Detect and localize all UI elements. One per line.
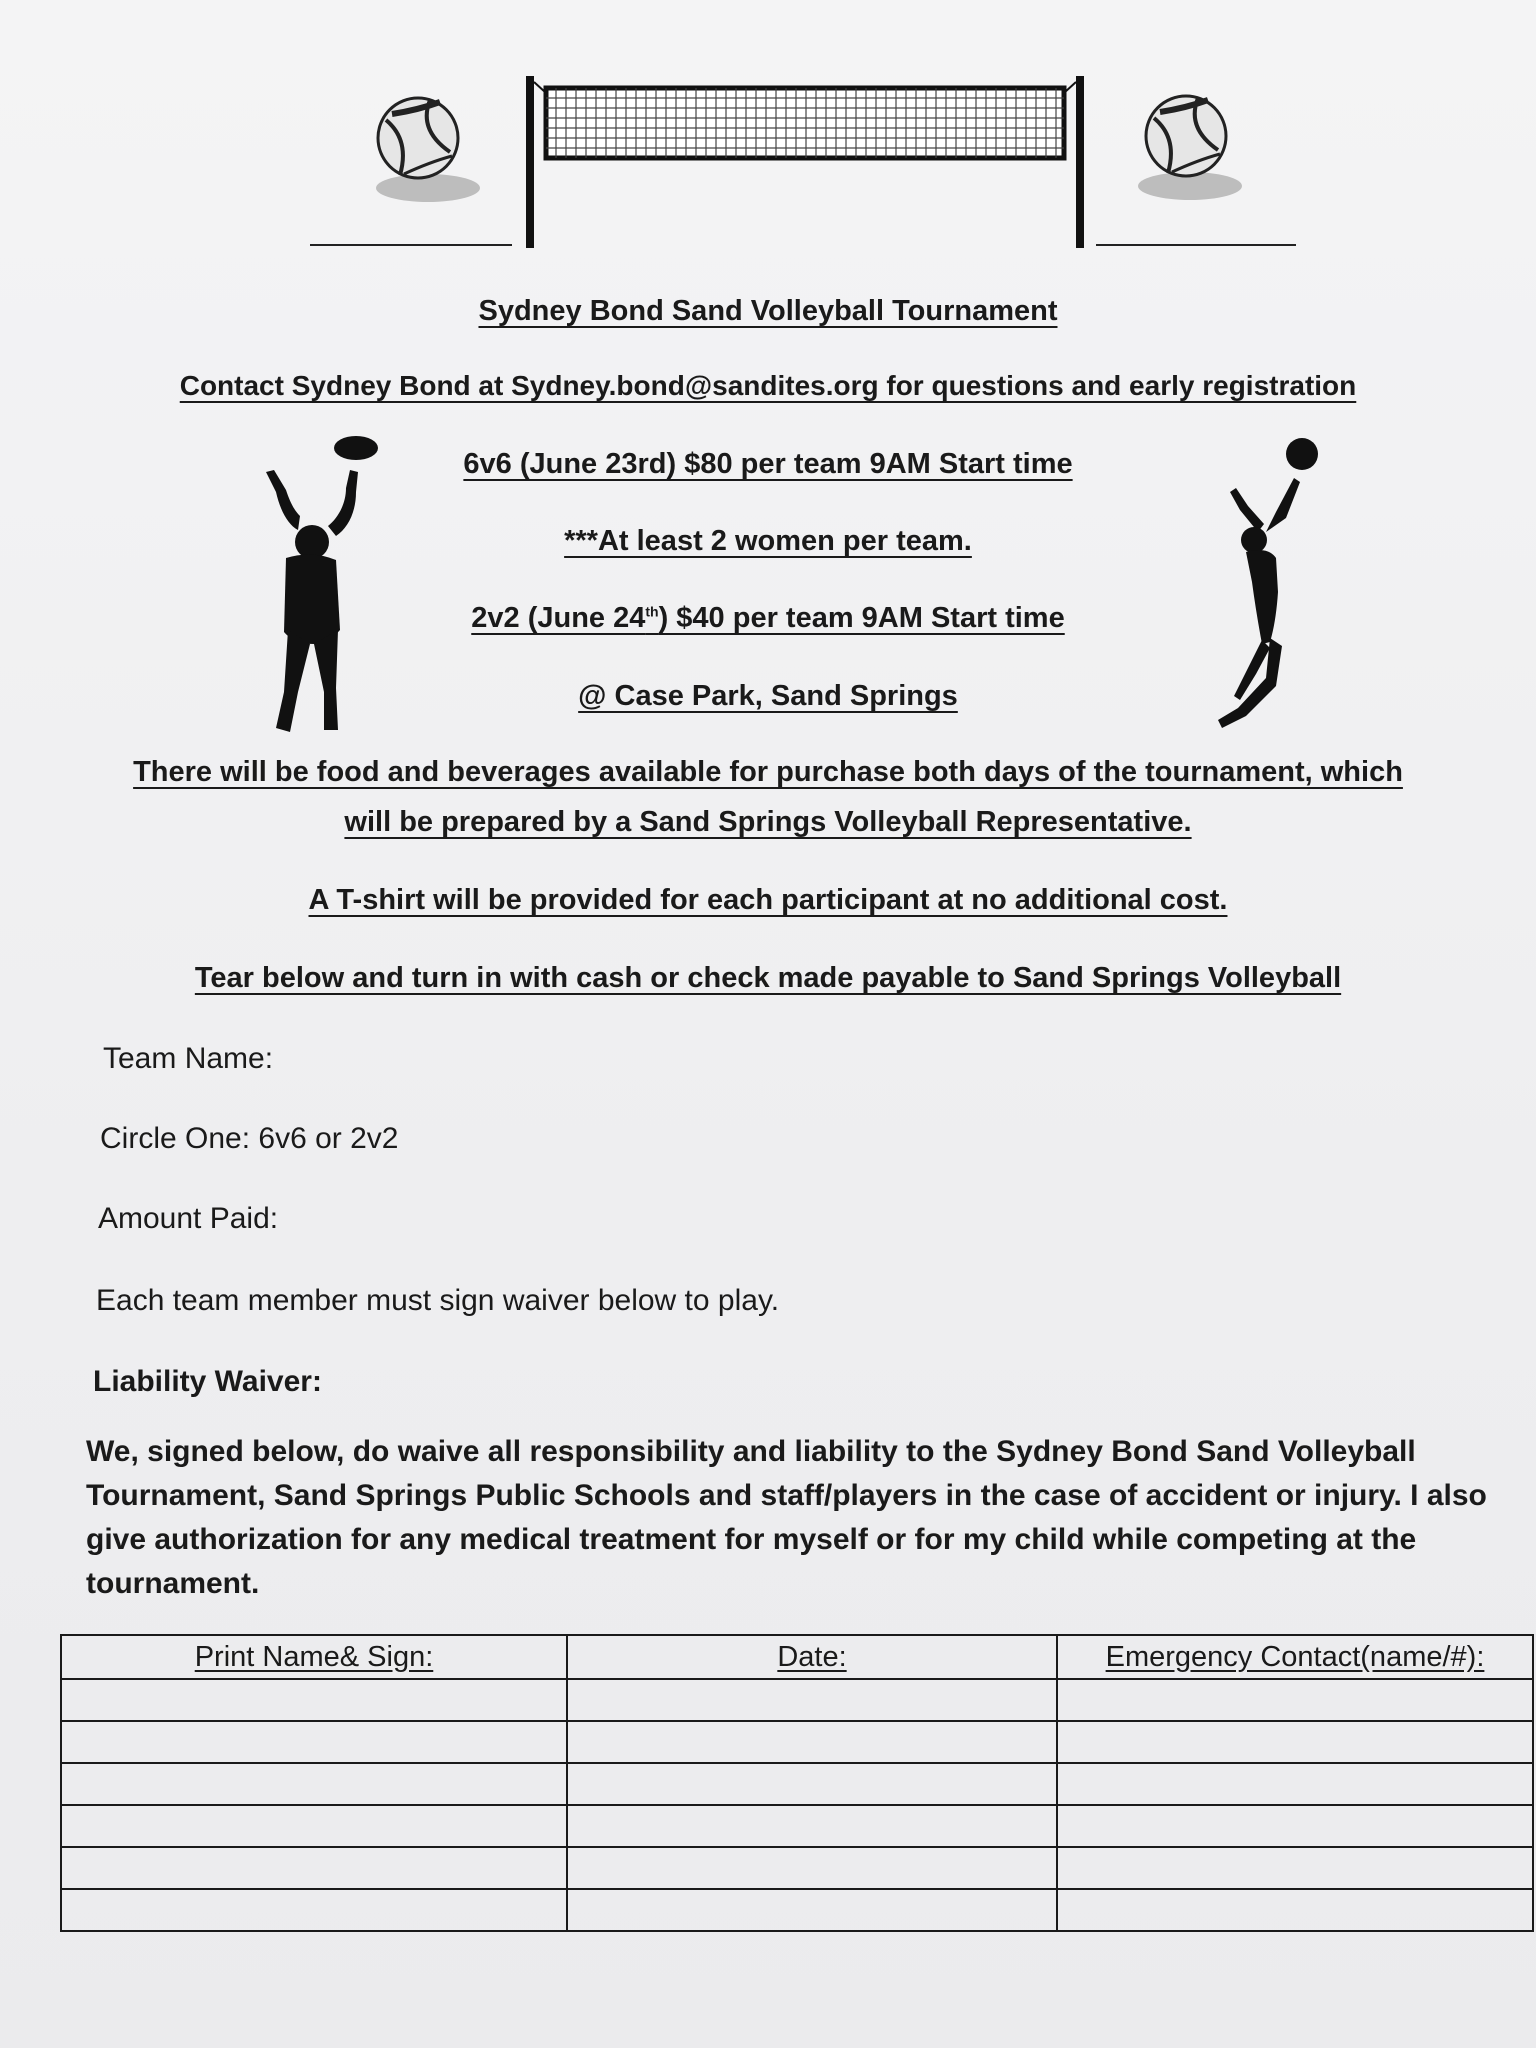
table-row	[61, 1763, 1533, 1805]
volleyball-icon	[1138, 96, 1242, 200]
contact-line: Contact Sydney Bond at Sydney.bond@sandites.org for questions and early registration	[179, 370, 1357, 401]
signature-cell[interactable]	[61, 1805, 567, 1847]
player-silhouette-icon	[228, 430, 378, 740]
table-row	[61, 1889, 1533, 1931]
volleyball-net-header	[300, 70, 1300, 260]
signature-cell[interactable]	[1057, 1679, 1533, 1721]
volleyball-icon	[376, 98, 480, 202]
jumping-player-silhouette-icon	[1196, 432, 1346, 742]
food-line-1: There will be food and beverages available for purchase both days of the tournament, which	[133, 756, 1403, 788]
tear-below-line: Tear below and turn in with cash or check made payable to Sand Springs Volleyball	[194, 962, 1342, 994]
signature-cell[interactable]	[1057, 1763, 1533, 1805]
signature-cell[interactable]	[61, 1679, 567, 1721]
table-row	[61, 1679, 1533, 1721]
signature-table	[60, 1634, 1534, 1932]
signature-cell[interactable]	[567, 1805, 1057, 1847]
net-icon	[526, 76, 1084, 248]
signature-header-row	[61, 1635, 1533, 1679]
signature-cell[interactable]	[567, 1889, 1057, 1931]
signature-cell[interactable]	[567, 1679, 1057, 1721]
signature-cell[interactable]	[1057, 1721, 1533, 1763]
event-6v6: 6v6 (June 23rd) $80 per team 9AM Start time	[463, 448, 1073, 480]
tshirt-line: A T-shirt will be provided for each participant at no additional cost.	[308, 884, 1228, 916]
signature-cell[interactable]	[61, 1721, 567, 1763]
signature-cell[interactable]	[61, 1889, 567, 1931]
signature-cell[interactable]	[61, 1847, 567, 1889]
event-2v2-sup: th	[645, 603, 659, 620]
column-header: Print Name& Sign:	[61, 1635, 567, 1679]
food-line-2: will be prepared by a Sand Springs Volleyball Representative.	[344, 806, 1192, 838]
signature-cell[interactable]	[61, 1763, 567, 1805]
circle-one-label: Circle One: 6v6 or 2v2	[100, 1122, 399, 1155]
signature-cell[interactable]	[1057, 1889, 1533, 1931]
women-rule: ***At least 2 women per team.	[564, 525, 972, 557]
waiver-text: We, signed below, do waive all responsibility and liability to the Sydney Bond Sand Volleyball Tournament, Sand Springs Public Schools and staff/players in the case of accident or injury. I also give authorization for any medical treatment for myself or for my child while competing at the tournament.	[86, 1435, 1487, 1600]
signature-cell[interactable]	[1057, 1805, 1533, 1847]
waiver-heading: Liability Waiver:	[93, 1365, 322, 1398]
table-row	[61, 1721, 1533, 1763]
location: @ Case Park, Sand Springs	[578, 680, 958, 712]
signature-cell[interactable]	[1057, 1847, 1533, 1889]
page-title: Sydney Bond Sand Volleyball Tournament	[478, 295, 1058, 327]
table-row	[61, 1847, 1533, 1889]
signature-cell[interactable]	[567, 1763, 1057, 1805]
event-2v2-suffix: ) $40 per team 9AM Start time	[658, 602, 1065, 634]
signature-cell[interactable]	[567, 1721, 1057, 1763]
table-row	[61, 1805, 1533, 1847]
amount-paid-label: Amount Paid:	[98, 1202, 279, 1235]
column-header: Emergency Contact(name/#):	[1057, 1635, 1533, 1679]
column-header: Date:	[567, 1635, 1057, 1679]
team-name-label: Team Name:	[103, 1042, 274, 1075]
sign-note: Each team member must sign waiver below to play.	[96, 1284, 780, 1317]
signature-cell[interactable]	[567, 1847, 1057, 1889]
event-2v2-prefix: 2v2 (June 24	[471, 602, 646, 634]
